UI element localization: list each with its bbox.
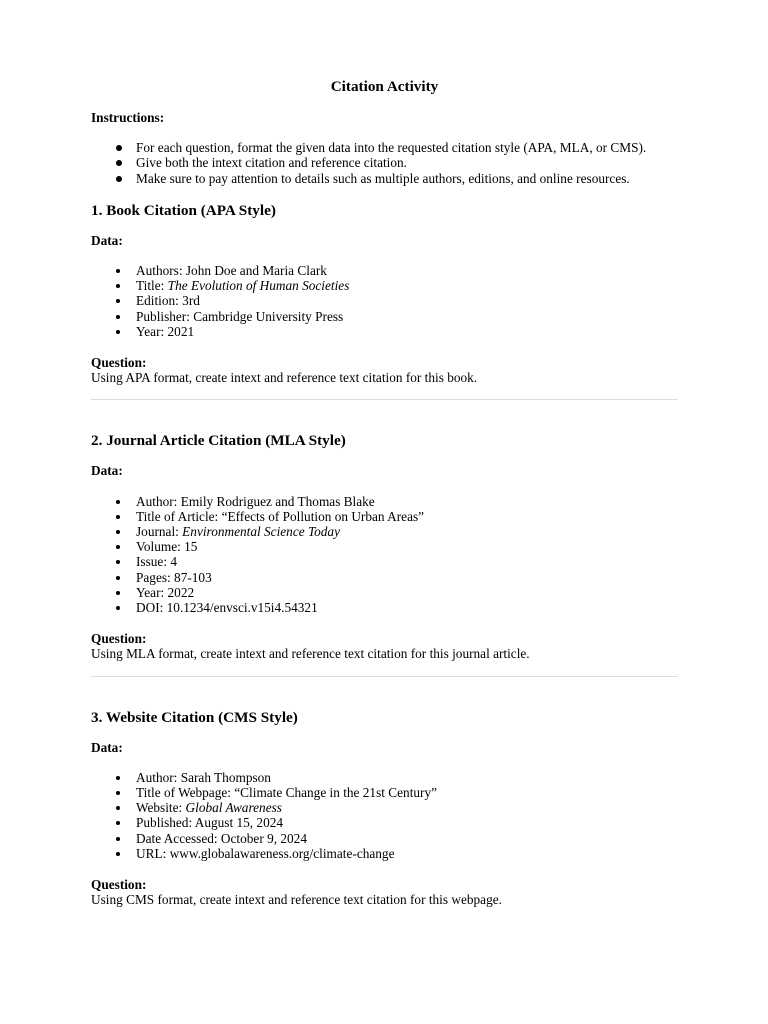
data-item-label: Title of Article: xyxy=(136,508,222,524)
data-item-value: Emily Rodriguez and Thomas Blake xyxy=(180,493,375,509)
data-item xyxy=(136,770,678,785)
data-item-value: 15 xyxy=(184,539,198,555)
page-title: Citation Activity xyxy=(330,78,439,95)
data-label: Data: xyxy=(91,232,123,248)
data-item xyxy=(136,509,678,524)
instruction-item: Give both the intext citation and reference citation. xyxy=(136,155,678,170)
question-label: Question: xyxy=(91,355,147,371)
data-item-label: Title: xyxy=(136,278,168,294)
data-label: Data: xyxy=(91,739,123,755)
data-item xyxy=(136,554,678,569)
instruction-item: For each question, format the given data into the requested citation style (APA, MLA, or CMS). xyxy=(136,140,678,155)
document-page xyxy=(91,78,678,908)
section-heading: 2. Journal Article Citation (MLA Style) xyxy=(91,432,346,450)
data-item xyxy=(136,585,678,600)
section-heading: 1. Book Citation (APA Style) xyxy=(91,201,276,219)
data-item-label: Year: xyxy=(136,584,168,600)
data-item-label: Title of Webpage: xyxy=(136,785,235,801)
data-item-value: 10.1234/envsci.v15i4.54321 xyxy=(166,600,318,616)
data-item-value: 87-103 xyxy=(174,569,212,585)
data-item xyxy=(136,815,678,830)
data-label: Data: xyxy=(91,463,123,479)
citation-section-3 xyxy=(91,709,678,908)
question-text: Using APA format, create intext and reference text citation for this book. xyxy=(91,370,478,386)
citation-section-2 xyxy=(91,432,678,676)
data-list xyxy=(91,263,678,339)
data-item xyxy=(136,263,678,278)
data-item-value: October 9, 2024 xyxy=(220,830,307,846)
data-item xyxy=(136,293,678,308)
data-item-label: Pages: xyxy=(136,569,175,585)
data-item-label: Author: xyxy=(136,769,181,785)
data-item xyxy=(136,600,678,615)
data-item-label: DOI: xyxy=(136,600,167,616)
instructions-label: Instructions: xyxy=(91,110,165,125)
citation-section-1 xyxy=(91,202,678,401)
question-text: Using CMS format, create intext and reference text citation for this webpage. xyxy=(91,892,502,908)
section-heading: 3. Website Citation (CMS Style) xyxy=(91,708,298,726)
question-label: Question: xyxy=(91,877,147,893)
section-divider xyxy=(91,399,678,400)
data-item-label: Issue: xyxy=(136,554,171,570)
data-item xyxy=(136,785,678,800)
data-item xyxy=(136,539,678,554)
data-item-label: Volume: xyxy=(136,539,185,555)
data-item-label: Published: xyxy=(136,815,195,831)
data-item-label: Publisher: xyxy=(136,308,194,324)
question-text: Using MLA format, create intext and reference text citation for this journal article. xyxy=(91,646,530,662)
data-item xyxy=(136,831,678,846)
data-item xyxy=(136,278,678,293)
data-item-label: Date Accessed: xyxy=(136,830,221,846)
data-item-label: URL: xyxy=(136,845,170,861)
data-item-value: 2022 xyxy=(167,584,195,600)
data-item-label: Authors: xyxy=(136,263,186,279)
instruction-item: Make sure to pay attention to details such as multiple authors, editions, and online resources. xyxy=(136,171,678,186)
data-item-value: www.globalawareness.org/climate-change xyxy=(169,845,395,861)
data-item xyxy=(136,524,678,539)
data-item-value: Cambridge University Press xyxy=(193,308,344,324)
data-item-label: Author: xyxy=(136,493,181,509)
data-item xyxy=(136,570,678,585)
data-list xyxy=(91,494,678,616)
data-item-value: “Effects of Pollution on Urban Areas” xyxy=(221,508,425,524)
sections-container xyxy=(91,202,678,908)
data-item xyxy=(136,846,678,861)
data-item-label: Journal: xyxy=(136,524,183,540)
data-item-value: 4 xyxy=(170,554,178,570)
data-item xyxy=(136,494,678,509)
data-item-value: Sarah Thompson xyxy=(180,769,271,785)
data-item-value: 2021 xyxy=(167,323,195,339)
data-item xyxy=(136,309,678,324)
data-item-value: Environmental Science Today xyxy=(182,524,340,540)
data-item xyxy=(136,324,678,339)
data-item-value: “Climate Change in the 21st Century” xyxy=(234,785,438,801)
data-item-value: August 15, 2024 xyxy=(194,815,284,831)
data-item-label: Website: xyxy=(136,800,186,816)
data-item-label: Edition: xyxy=(136,293,183,309)
section-divider xyxy=(91,676,678,677)
instructions-list xyxy=(91,140,678,186)
data-item-value: The Evolution of Human Societies xyxy=(167,278,350,294)
data-item-value: 3rd xyxy=(182,293,200,309)
data-item-value: John Doe and Maria Clark xyxy=(185,263,327,279)
data-item-label: Year: xyxy=(136,323,168,339)
data-item xyxy=(136,800,678,815)
data-list xyxy=(91,770,678,861)
data-item-value: Global Awareness xyxy=(185,800,282,816)
question-label: Question: xyxy=(91,631,147,647)
